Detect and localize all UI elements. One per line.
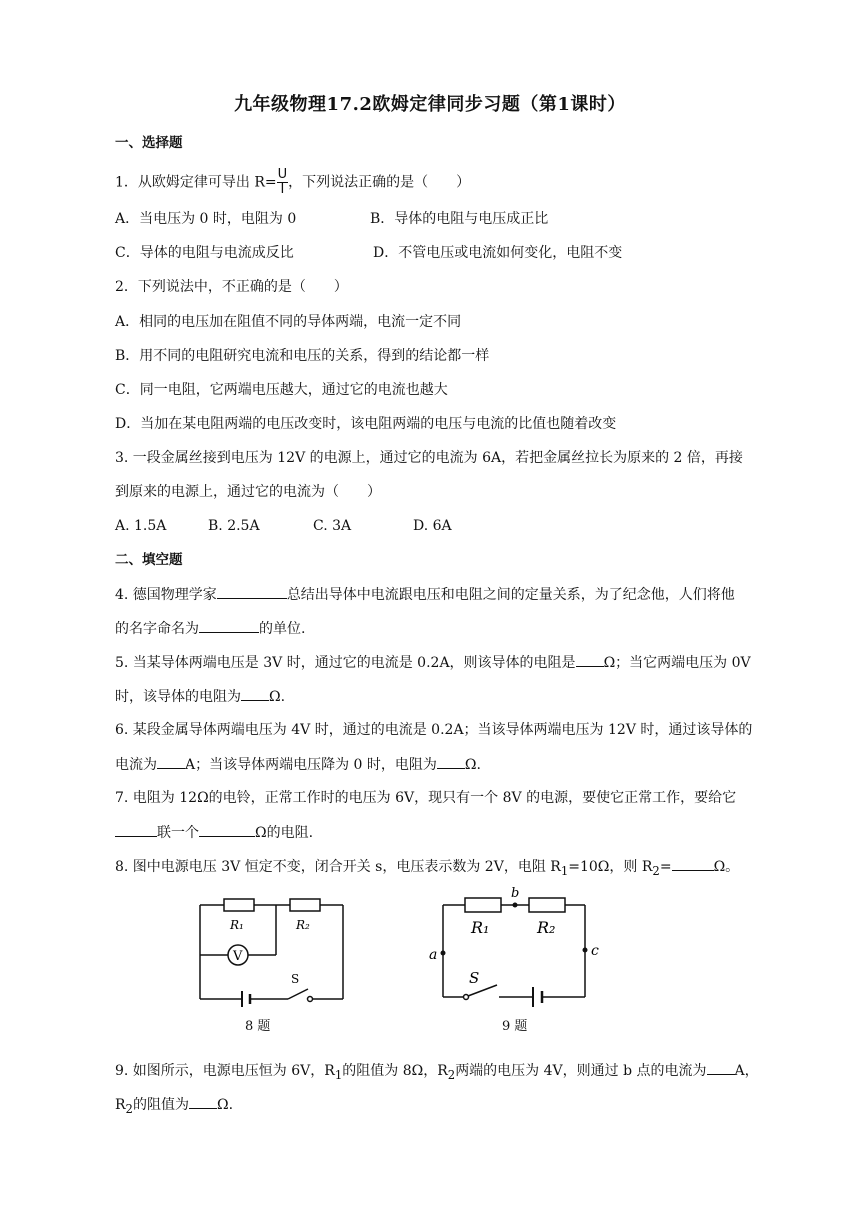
answer-blank[interactable]	[157, 754, 185, 769]
fig9-node-b	[513, 903, 518, 908]
q7-text-a: 联一个	[157, 825, 199, 841]
question-9-line-2	[115, 1094, 233, 1119]
fig9-label-r2: R₂	[537, 918, 556, 937]
question-6-line-1: 6. 某段金属导体两端电压为 4V 时，通过的电流是 0.2A；当该导体两端电压为 12V 时，通过该导体的	[115, 722, 753, 738]
q2-option-d: D．当加在某电阻两端的电压改变时，该电阻两端的电压与电流的比值也随着改变	[115, 416, 617, 432]
question-7-line-1: 7. 电阻为 12Ω的电铃，正常工作时的电压为 6V，现只有一个 8V 的电源，要使它正常工作，要给它	[115, 790, 737, 806]
fig8-label-r1: R₁	[230, 918, 244, 932]
answer-blank[interactable]	[241, 686, 269, 701]
q1-option-b: B．导体的电阻与电压成正比	[370, 211, 549, 227]
section-heading-choice: 一、选择题	[115, 135, 183, 151]
question-3-line-2: 到原来的电源上，通过它的电流为（ ）	[115, 484, 381, 500]
figure-8-circuit	[190, 893, 355, 1013]
q9-text-a: 9. 如图所示，电源电压恒为 6V，R	[115, 1063, 335, 1079]
q8-sub-1: 1	[560, 863, 569, 878]
q4-text-d: 的单位.	[259, 621, 306, 637]
q3-option-b: B. 2.5A	[208, 518, 260, 534]
answer-blank[interactable]	[576, 652, 604, 667]
q2-option-b: B．用不同的电阻研究电流和电压的关系，得到的结论都一样	[115, 348, 490, 364]
q6-text-c: Ω.	[464, 757, 481, 773]
answer-blank[interactable]	[199, 822, 255, 837]
fig8-label-r2: R₂	[296, 918, 310, 932]
q5-text-d: Ω.	[269, 689, 286, 705]
q9-text-f: 的阻值为	[132, 1097, 189, 1113]
fig9-label-b: b	[511, 886, 520, 901]
answer-blank[interactable]	[672, 856, 714, 871]
q8-text-d: Ω。	[713, 859, 740, 875]
fraction-numerator: U	[277, 167, 288, 182]
question-9-line-1	[115, 1060, 759, 1085]
question-8	[115, 856, 739, 881]
fig8-switch-label: S	[291, 972, 300, 986]
question-1-stem	[115, 168, 470, 197]
question-4-line-2	[115, 618, 305, 639]
q2-option-c: C．同一电阻，它两端电压越大，通过它的电流也越大	[115, 382, 448, 398]
q4-text-a: 4. 德国物理学家	[115, 587, 217, 603]
q1-option-a: A．当电压为 0 时，电阻为 0	[115, 211, 297, 227]
q9-text-e: R	[115, 1097, 126, 1113]
q8-text-b: =10Ω，则 R	[568, 859, 653, 875]
fig9-label-r1: R₁	[471, 918, 490, 937]
fig9-node-c	[583, 948, 588, 953]
q1-option-c: C．导体的电阻与电流成反比	[115, 245, 294, 261]
q9-text-b: 的阻值为 8Ω，R	[342, 1063, 448, 1079]
q6-text-b: A；当该导体两端电压降为 0 时，电阻为	[185, 757, 437, 773]
question-2-stem: 2．下列说法中，不正确的是（ ）	[115, 279, 348, 295]
section-heading-fill: 二、填空题	[115, 552, 183, 568]
answer-blank[interactable]	[437, 754, 465, 769]
fig9-label-c: c	[591, 943, 599, 959]
question-3-line-1: 3. 一段金属丝接到电压为 12V 的电源上，通过它的电流为 6A，若把金属丝拉长为原来的 2 倍，再接	[115, 450, 743, 466]
answer-blank[interactable]	[217, 584, 287, 599]
q9-sub-2: 2	[447, 1067, 456, 1082]
q2-option-a: A．相同的电压加在阻值不同的导体两端，电流一定不同	[115, 314, 462, 330]
q5-text-b: Ω；当它两端电压为 0V	[603, 655, 751, 671]
question-5-line-2	[115, 686, 285, 707]
q1-stem-pre: 1．从欧姆定律可导出 R=	[115, 174, 277, 191]
q3-option-a: A. 1.5A	[115, 518, 167, 534]
fig8-voltmeter-label: V	[233, 949, 243, 964]
q9-sub-3: 2	[125, 1101, 133, 1116]
q8-text-c: =	[659, 859, 672, 875]
fig9-label-a: a	[429, 947, 438, 963]
figure-9-caption: 9 题	[502, 1019, 528, 1034]
q4-text-b: 总结出导体中电流跟电压和电阻之间的定量关系，为了纪念他，人们将他	[286, 587, 735, 603]
figure-8-caption: 8 题	[245, 1019, 271, 1034]
question-4-line-1	[115, 584, 735, 605]
answer-blank[interactable]	[707, 1060, 735, 1075]
q3-option-d: D. 6A	[413, 518, 452, 534]
answer-blank[interactable]	[115, 822, 157, 837]
fraction-u-over-i	[277, 168, 289, 197]
q9-text-c: 两端的电压为 4V，则通过 b 点的电流为	[455, 1063, 707, 1079]
question-7-line-2	[115, 822, 313, 843]
page-title: 九年级物理17.2欧姆定律同步习题（第1课时）	[234, 94, 626, 115]
q9-text-g: Ω.	[216, 1097, 234, 1113]
q4-text-c: 的名字命名为	[115, 621, 199, 637]
q9-sub-1: 1	[334, 1067, 343, 1082]
q6-text-a: 电流为	[115, 757, 157, 773]
answer-blank[interactable]	[199, 618, 259, 633]
question-6-line-2	[115, 754, 481, 775]
q5-text-a: 5. 当某导体两端电压是 3V 时，通过它的电流是 0.2A，则该导体的电阻是	[115, 655, 576, 671]
fraction-denominator: I	[280, 182, 285, 197]
fig9-node-a	[441, 951, 446, 956]
q8-text-a: 8. 图中电源电压 3V 恒定不变，闭合开关 s，电压表示数为 2V，电阻 R	[115, 859, 561, 875]
q7-text-b: Ω的电阻.	[255, 825, 314, 841]
q5-text-c: 时，该导体的电阻为	[115, 689, 241, 705]
q1-option-d: D．不管电压或电流如何变化，电阻不变	[373, 245, 623, 261]
q8-sub-2: 2	[652, 863, 660, 878]
fig9-switch-label: S	[469, 969, 480, 987]
q9-text-d: A，	[734, 1063, 759, 1079]
answer-blank[interactable]	[189, 1094, 217, 1109]
figure-9-circuit	[425, 883, 610, 1018]
question-5-line-1	[115, 652, 751, 673]
q3-option-c: C. 3A	[313, 518, 352, 534]
q1-stem-post: ，下列说法正确的是（ ）	[288, 174, 471, 191]
